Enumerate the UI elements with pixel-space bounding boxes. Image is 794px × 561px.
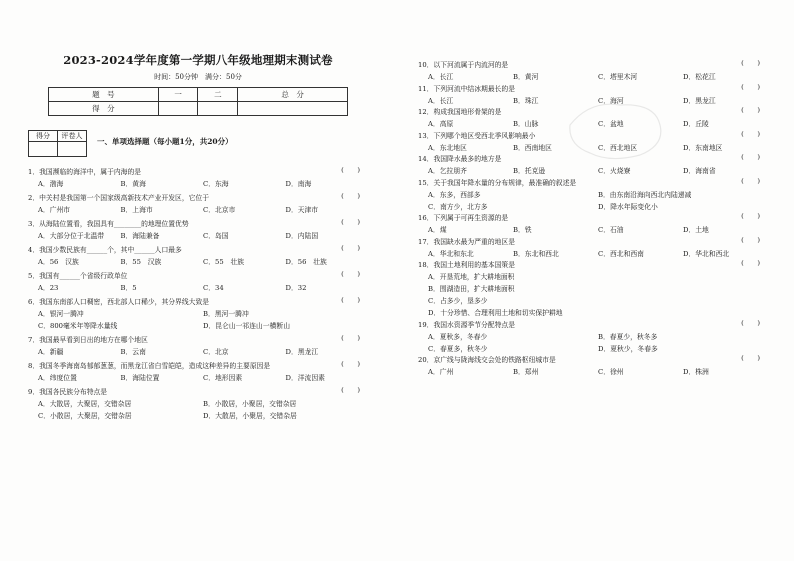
option-text: A．新疆 — [38, 348, 64, 356]
answer-blank: ( ) — [341, 334, 360, 342]
option-text: D．株洲 — [683, 368, 709, 376]
option-text: D．十分珍惜、合理利用土地和切实保护耕地 — [428, 309, 563, 317]
option-text: D．松花江 — [683, 73, 716, 81]
score-table-row — [49, 102, 348, 116]
option-text: A．广州 — [428, 368, 454, 376]
option-text: A．乞拉朋齐 — [428, 167, 467, 175]
option-row — [28, 178, 368, 190]
answer-blank: ( ) — [741, 212, 760, 220]
question-stem: 1．我国濒临的海洋中，属于内海的是 — [28, 168, 142, 176]
option-row — [28, 282, 368, 294]
option-text: C．春夏多，秋冬少 — [428, 344, 488, 353]
answer-blank: ( ) — [741, 354, 760, 362]
question-item — [28, 193, 368, 216]
question-item — [418, 60, 768, 83]
question-item — [28, 271, 368, 294]
question-stem: 7．我国最早看到日出的地方在哪个地区 — [28, 336, 148, 344]
question-item — [28, 167, 368, 190]
option-text: D．洋流因素 — [285, 374, 325, 382]
option-text: C．塔里木河 — [598, 73, 638, 81]
score-cell: 总 分 — [238, 88, 348, 102]
question-stem: 13．下列哪个地区受西北季风影响最小 — [418, 131, 536, 140]
option-text: D．32 — [285, 284, 307, 292]
option-text: A．大部分位于北温带 — [38, 232, 105, 240]
question-stem: 11．下列河流中结冰期最长的是 — [418, 84, 516, 93]
question-item — [418, 320, 768, 355]
option-text: C．东海 — [203, 180, 229, 188]
option-text: C．盆地 — [598, 120, 624, 128]
question-item — [28, 387, 368, 422]
question-stem: 9．我国各民族分布特点是 — [28, 388, 108, 396]
question-item — [418, 260, 768, 319]
option-text: C．800毫米年等降水量线 — [38, 322, 118, 330]
option-text: D．56 壮族 — [285, 258, 327, 266]
option-text: B．东北和西北 — [513, 249, 559, 258]
option-text: B．铁 — [513, 226, 532, 234]
question-stem: 10．以下河流属于内流河的是 — [418, 61, 509, 69]
question-stem: 15．关于我国年降水量的分布规律，最准确的叙述是 — [418, 178, 577, 187]
option-row — [418, 343, 768, 355]
score-cell: 二 — [198, 88, 238, 102]
option-text: A．东北地区 — [428, 143, 467, 152]
option-text: C．55 壮族 — [203, 258, 245, 266]
grader-section — [28, 130, 368, 157]
option-text: D．昆仑山一祁连山一横断山 — [203, 322, 291, 330]
option-text: B．5 — [120, 284, 137, 292]
option-text: A．东多，西部多 — [428, 190, 481, 199]
question-stem: 5．我国有______个省级行政单位 — [28, 272, 128, 280]
option-text: A．23 — [38, 284, 59, 292]
option-text: A．广州市 — [38, 206, 71, 214]
option-row — [28, 204, 368, 216]
section-title: 一、单项选择题（每小题1分，共20分） — [97, 137, 233, 146]
option-text: D．南海 — [285, 180, 312, 188]
answer-blank: ( ) — [741, 129, 760, 138]
option-text: C．北京 — [203, 348, 229, 356]
answer-blank: ( ) — [341, 192, 360, 200]
option-row — [418, 95, 768, 107]
option-text: D．黑龙江 — [683, 96, 716, 105]
option-text: A．长江 — [428, 96, 454, 105]
option-row — [418, 118, 768, 130]
left-column — [28, 52, 368, 425]
option-text: B．郑州 — [513, 368, 539, 376]
question-item — [28, 219, 368, 242]
option-row — [28, 320, 368, 332]
option-row — [418, 307, 768, 319]
option-row — [28, 410, 368, 422]
question-item — [28, 297, 368, 332]
question-stem: 2．中关村是我国第一个国家级高新技术产业开发区，它位于 — [28, 194, 210, 202]
answer-blank: ( ) — [341, 360, 360, 368]
question-item — [418, 355, 768, 378]
score-table-row — [49, 88, 348, 102]
question-list-right — [418, 60, 768, 378]
option-row — [418, 142, 768, 154]
option-text: B．海陆位置 — [120, 374, 160, 382]
score-cell: 题 号 — [49, 88, 159, 102]
option-row — [418, 331, 768, 343]
answer-blank: ( ) — [741, 318, 760, 327]
score-table — [48, 87, 348, 116]
option-text: B．西南地区 — [513, 143, 552, 152]
option-text: C．西北地区 — [598, 143, 638, 152]
option-text: B．云南 — [120, 348, 146, 356]
question-stem: 8．我国冬季海南岛郁郁葱葱，而黑龙江省白雪皑皑，造成这种差异的主要原因是 — [28, 362, 271, 370]
score-cell: 一 — [158, 88, 198, 102]
answer-blank: ( ) — [341, 244, 360, 252]
option-text: C．南方少，北方多 — [428, 202, 488, 211]
exam-title: 2023-2024学年度第一学期八年级地理期末测试卷 — [63, 53, 333, 67]
option-text: D．天津市 — [285, 206, 319, 214]
option-row — [418, 189, 768, 201]
question-item — [418, 84, 768, 107]
option-text: C．岛国 — [203, 232, 229, 240]
option-row — [418, 271, 768, 283]
option-text: C．占多少，垦多少 — [428, 297, 488, 305]
answer-blank: ( ) — [741, 259, 760, 267]
right-column — [418, 60, 768, 379]
option-text: A．华北和东北 — [428, 249, 474, 258]
option-row — [28, 346, 368, 358]
option-row — [28, 230, 368, 242]
score-cell — [198, 102, 238, 116]
option-text: A．大散居，大聚居，交错杂居 — [38, 400, 132, 408]
option-text: C．徐州 — [598, 368, 624, 376]
question-stem: 16．下列属于可再生资源的是 — [418, 214, 509, 222]
question-item — [418, 213, 768, 236]
question-stem: 20．京广线与陇海线交会处的铁路枢纽城市是 — [418, 356, 556, 364]
option-text: D．丘陵 — [683, 120, 709, 128]
question-stem: 17．我国缺水最为严重的地区是 — [418, 237, 516, 246]
option-text: A．夏秋多，冬春少 — [428, 332, 488, 341]
option-row — [418, 224, 768, 236]
option-text: A．开垦荒地，扩大耕地面积 — [428, 273, 515, 281]
option-text: C．北京市 — [203, 206, 236, 214]
question-item — [418, 107, 768, 130]
question-item — [418, 237, 768, 260]
option-text: C．地形因素 — [203, 374, 243, 382]
question-item — [418, 154, 768, 177]
question-item — [28, 245, 368, 268]
grader-row — [29, 142, 87, 157]
option-text: D．内陆国 — [285, 232, 319, 240]
option-text: A．高原 — [428, 120, 454, 128]
option-text: B．55 汉族 — [120, 258, 162, 266]
option-text: A．渤海 — [38, 180, 64, 188]
option-text: D．华北和西北 — [683, 249, 730, 258]
option-text: A．银河一腾冲 — [38, 310, 84, 318]
option-row — [28, 256, 368, 268]
answer-blank: ( ) — [341, 270, 360, 278]
exam-meta: 时间：50分钟 满分：50分 — [154, 73, 242, 81]
option-text: A．56 汉族 — [38, 258, 79, 266]
answer-blank: ( ) — [741, 153, 760, 161]
question-stem: 19．我国水资源季节分配特点是 — [418, 320, 516, 329]
option-text: D．海南省 — [683, 167, 716, 175]
question-item — [28, 361, 368, 384]
question-stem: 12．构成我国地形骨架的是 — [418, 108, 502, 116]
option-row — [28, 398, 368, 410]
score-cell — [158, 102, 198, 116]
option-row — [418, 201, 768, 213]
grader-cell: 评卷人 — [58, 131, 87, 142]
option-text: D．土地 — [683, 226, 709, 234]
option-text: B．由东南沿海向西北内陆递减 — [598, 190, 692, 199]
grader-cell: 得分 — [29, 131, 58, 142]
option-text: B．上海市 — [120, 206, 153, 214]
option-text: B．托克逊 — [513, 167, 546, 175]
grader-cell — [29, 142, 58, 157]
question-stem: 14．我国降水最多的地方是 — [418, 155, 502, 163]
option-text: B．黑河一腾冲 — [203, 310, 249, 318]
option-text: D．大散居，小聚居，交错杂居 — [203, 412, 297, 420]
option-text: B．黄海 — [120, 180, 146, 188]
question-stem: 4．我国少数民族有______个，其中______人口最多 — [28, 246, 182, 254]
answer-blank: ( ) — [341, 218, 360, 226]
option-text: C．西北和西南 — [598, 249, 644, 258]
answer-blank: ( ) — [741, 235, 760, 244]
option-row — [418, 71, 768, 83]
option-text: C．石油 — [598, 226, 624, 234]
question-list-left — [28, 167, 368, 422]
option-text: B．春夏少，秋冬多 — [598, 332, 658, 341]
grader-row — [29, 131, 87, 142]
option-row — [418, 165, 768, 177]
option-row — [418, 366, 768, 378]
option-text: A．长江 — [428, 73, 454, 81]
answer-blank: ( ) — [741, 106, 760, 114]
answer-blank: ( ) — [341, 386, 360, 394]
option-row — [28, 372, 368, 384]
option-text: C．小散居，大聚居，交错杂居 — [38, 412, 132, 420]
score-cell — [238, 102, 348, 116]
option-text: D．夏秋少，冬春多 — [598, 344, 658, 353]
question-item — [418, 131, 768, 154]
option-row — [418, 295, 768, 307]
option-text: B．小散居，小聚居，交错杂居 — [203, 400, 297, 408]
option-text: C．34 — [203, 284, 224, 292]
score-cell: 得 分 — [49, 102, 159, 116]
option-text: C．海河 — [598, 96, 624, 105]
option-text: D．东南地区 — [683, 143, 723, 152]
answer-blank: ( ) — [341, 296, 360, 304]
question-stem: 3．从海陆位置看，我国具有________的地理位置优势 — [28, 220, 189, 228]
answer-blank: ( ) — [741, 176, 760, 185]
question-item — [28, 335, 368, 358]
option-text: B．黄河 — [513, 73, 539, 81]
answer-blank: ( ) — [741, 59, 760, 67]
option-row — [28, 308, 368, 320]
option-text: B．珠江 — [513, 96, 539, 105]
question-item — [418, 178, 768, 213]
option-text: B．围湖造田，扩大耕地面积 — [428, 285, 515, 293]
option-text: B．海陆兼备 — [120, 232, 160, 240]
option-text: D．降水年际变化小 — [598, 202, 658, 211]
grader-cell — [58, 142, 87, 157]
answer-blank: ( ) — [341, 166, 360, 174]
question-stem: 18．我国土地利用的基本国策是 — [418, 261, 516, 269]
grader-table — [28, 130, 87, 157]
option-text: C．火烧寮 — [598, 167, 631, 175]
option-text: A．煤 — [428, 226, 447, 234]
question-stem: 6．我国东南部人口稠密，西北部人口稀少，其分界线大致是 — [28, 298, 210, 306]
option-row — [418, 248, 768, 260]
option-text: A．纬度位置 — [38, 374, 77, 382]
option-row — [418, 283, 768, 295]
option-text: D．黑龙江 — [285, 348, 319, 356]
option-text: B．山脉 — [513, 120, 539, 128]
answer-blank: ( ) — [741, 82, 760, 91]
